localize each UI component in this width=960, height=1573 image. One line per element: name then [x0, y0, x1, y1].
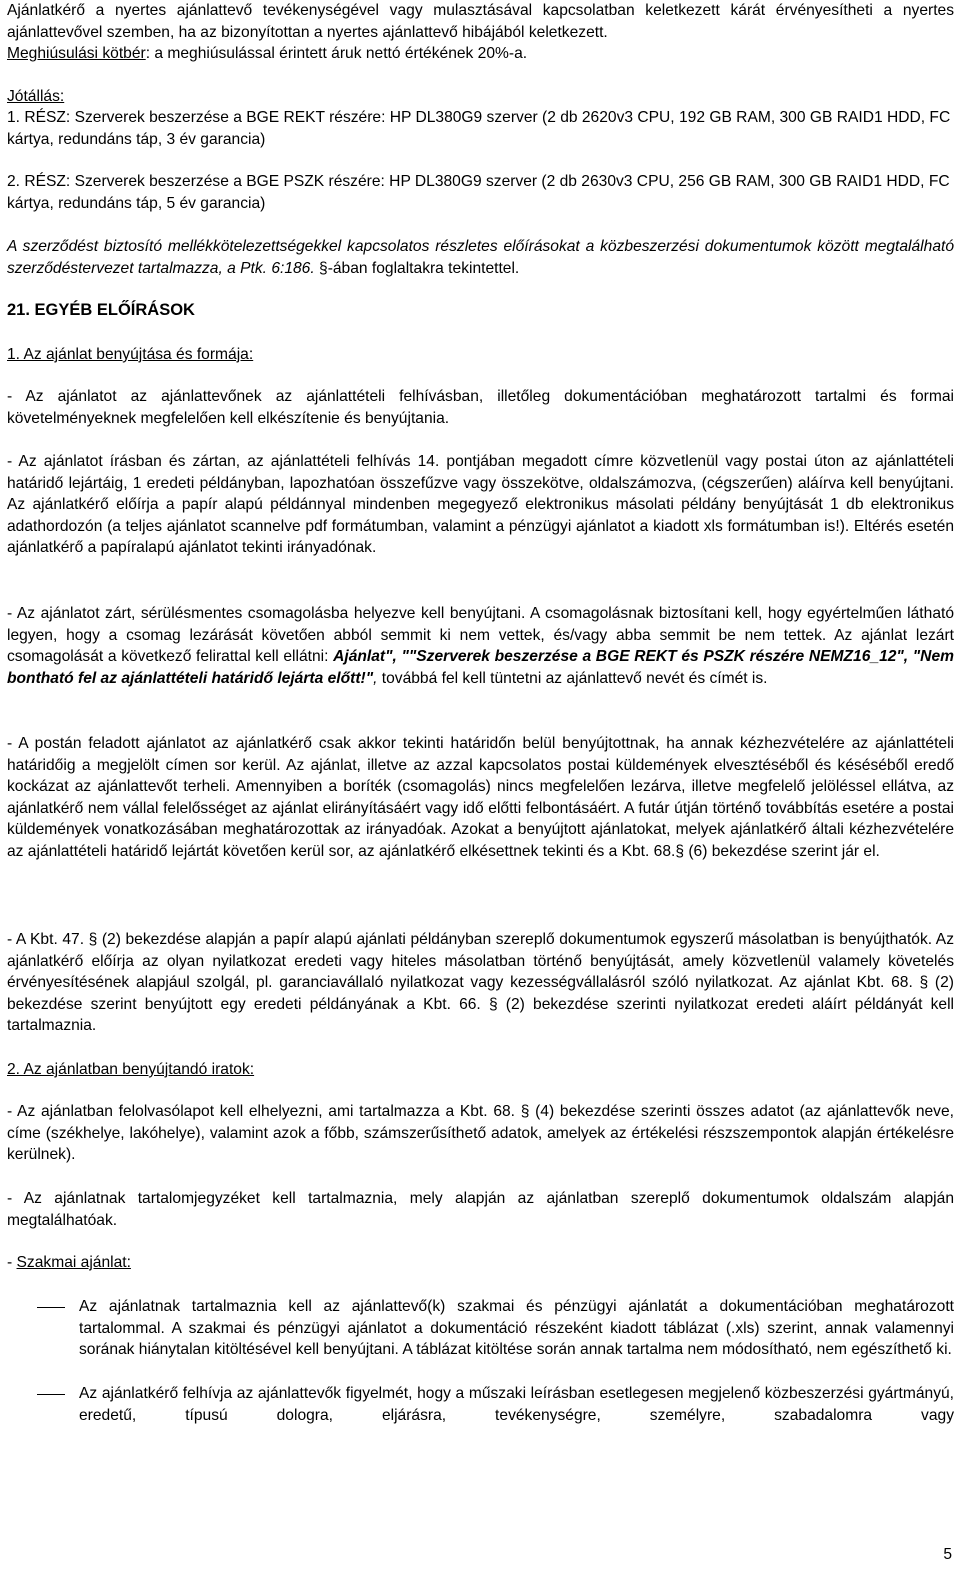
paragraph-3-label-text: Ajánlat", ""Szerverek beszerzése a BGE REKT és PSZK részére NEMZ16_12", "Nem bontható fel az ajánlattételi határidő lejárta előtt!": [7, 648, 954, 687]
paragraph-3-comma: ,: [373, 669, 378, 687]
list-item-text: Az ajánlatkérő felhívja az ajánlattevők figyelmét, hogy a műszaki leírásban esetlegesen megjelenő közbeszerzési gyártmányú, eredetű, típusú dologra, eljárásra, tevékenységre, személyre, szabadalomra vagy: [79, 1385, 954, 1424]
szakmai-ajanlat-label: [7, 1252, 954, 1274]
intro-paragraph: Ajánlatkérő a nyertes ajánlattevő tevékenységével vagy mulasztásával kapcsolatban keletkezett kárát érvényesítheti a nyertes ajánlattevővel szemben, ha az bizonyítottan a nyertes ajánlattevő hibájából keletkezett.: [7, 2, 954, 41]
paragraph-7: - Az ajánlatnak tartalomjegyzéket kell tartalmaznia, mely alapján az ajánlatban szereplő dokumentumok oldalszám alapján megtalálhatóak.: [7, 1190, 954, 1229]
kotber-label: Meghiúsulási kötbér: [7, 45, 146, 62]
subsection-heading-1: 1. Az ajánlat benyújtása és formája:: [7, 346, 254, 363]
resz1-paragraph: 1. RÉSZ: Szerverek beszerzése a BGE REKT részére: HP DL380G9 szerver (2 db 2620v3 CPU, 192 GB RAM, 300 GB RAID1 HDD, FC kártya, redundáns táp, 3 év garancia): [7, 109, 951, 148]
list-item: [7, 1383, 954, 1426]
paragraph-4: - A postán feladott ajánlatot az ajánlatkérő csak akkor tekinti határidőn belül benyújtottnak, ha annak kézhezvételére az ajánlattételi határidőig a megjelölt címen sor kerül. Az ajánlat, illetve az azzal kapcsolatos postai küldemények elvesztéséből és késéséből eredő kockázat az ajánlattevőt terheli. Amennyiben a boríték (csomagolás) nincs megfelelően lezárva, illetve megfelelő jelöléssel ellátva, az ajánlatkérő nem vállal felelősséget az ajánlat elirányításáért vagy idő előtti felbontásáért. A futár útján történő továbbítás esetére a postai küldemények vonatkozásában meghatározottak az irányadóak. Azokat a benyújtott ajánlatokat, melyek ajánlatkérő általi kézhezvételére az ajánlattételi határidő lejártát követően kerül sor, az ajánlatkérő elkésettnek tekinti és a Kbt. 68.§ (6) bekezdése szerint jár el.: [7, 735, 954, 860]
szerzodes-paragraph: [7, 236, 954, 279]
szakmai-label-text: Szakmai ajánlat:: [16, 1254, 131, 1271]
list-item-text: Az ajánlatnak tartalmaznia kell az ajánlattevő(k) szakmai és pénzügyi ajánlatát a dokumentációban meghatározott tartalommal. A szakmai és pénzügyi ajánlatot a dokumentáció részeként kiadott táblázat (.xls) szerint, annak valamennyi sorának hiánytalan kitöltésével kell benyújtani. A táblázat kitöltése során annak tartalma nem módosítható, nem egészíthető ki.: [79, 1298, 954, 1358]
szerzodes-italic-text: A szerződést biztosító mellékkötelezettségekkel kapcsolatos részletes előírásokat a közbeszerzési dokumentumok között megtalálható szerződéstervezet tartalmazza, a Ptk. 6:186.: [7, 238, 954, 277]
paragraph-6: - Az ajánlatban felolvasólapot kell elhelyezni, ami tartalmazza a Kbt. 68. § (4) bekezdése szerinti összes adatot (az ajánlattevők neve, címe (székhelye, lakóhelye), valamint azok a főbb, számszerűsíthető adatok, amelyek az értékelési részszempontok alapján értékelésre kerülnek).: [7, 1103, 954, 1163]
paragraph-2: - Az ajánlatot írásban és zártan, az ajánlattételi felhívás 14. pontjában megadott címre közvetlenül vagy postai úton az ajánlattételi határidő lejártáig, 1 eredeti példányban, lapozhatóan összefűzve vagy összekötve, oldalszámozva, (cégszerűen) aláírva kell benyújtani. Az ajánlatkérő előírja a papír alapú példánnyal mindenben megegyező elektronikus másolati példány benyújtását 1 db elektronikus adathordozón (a teljes ajánlatot scannelve pdf formátumban, valamint a pénzügyi ajánlatot a kiadott xls formátumban is!). Eltérés esetén ajánlatkérő a papíralapú ajánlatot tekinti irányadónak.: [7, 453, 954, 556]
szakmai-prefix: -: [7, 1254, 17, 1271]
paragraph-3-end: továbbá fel kell tüntetni az ajánlattevő nevét és címét is.: [377, 669, 768, 687]
paragraph-5: - A Kbt. 47. § (2) bekezdése alapján a papír alapú ajánlati példányban szereplő dokumentumok egyszerű másolatban is benyújthatók. Az ajánlatkérő előírja az olyan nyilatkozat eredeti vagy hiteles másolatban történő benyújtását, amely közvetlenül valamely követelés érvényesítésének alapjául szolgál, pl. garanciavállaló nyilatkozat vagy kezességvállalásról szóló nyilatkozat. Az ajánlat Kbt. 68. § (2) bekezdése szerint benyújtott egy eredeti példányának a Kbt. 66. § (2) bekezdése szerinti nyilatkozat eredeti aláírt példányát kell tartalmaznia.: [7, 931, 954, 1034]
subsection-heading-2: 2. Az ajánlatban benyújtandó iratok:: [7, 1061, 255, 1078]
resz2-paragraph: 2. RÉSZ: Szerverek beszerzése a BGE PSZK részére: HP DL380G9 szerver (2 db 2630v3 CPU, 256 GB RAM, 300 GB RAID1 HDD, FC kártya, redundáns táp, 5 év garancia): [7, 173, 950, 212]
list-item: [7, 1296, 954, 1361]
paragraph-3-start: - Az ajánlatot zárt, sérülésmentes csomagolásba helyezve kell benyújtani. A csomagolásnak biztosítani kell, hogy egyértelműen látható legyen, hogy a csomag lezárását követően abból semmit ki nem vettek, és/vagy abba semmit be nem tettek. Az ajánlat lezárt csomagolását a következő felirattal kell ellátni:: [7, 605, 954, 665]
paragraph-3: [7, 603, 954, 689]
paragraph-1: - Az ajánlatot az ajánlattevőnek az ajánlattételi felhívásban, illetőleg dokumentációban meghatározott tartalmi és formai követelményeknek megfelelően kell elkészítenie és benyújtania.: [7, 388, 954, 427]
kotber-text: : a meghiúsulással érintett áruk nettó értékének 20%-a.: [145, 45, 528, 62]
section-heading: 21. EGYÉB ELŐÍRÁSOK: [7, 301, 195, 319]
szerzodes-tail-text: §-ában foglaltakra tekintettel.: [314, 259, 520, 277]
kotber-paragraph: [7, 43, 954, 65]
page-number: 5: [943, 1546, 952, 1563]
jotallas-label: Jótállás:: [7, 88, 65, 105]
